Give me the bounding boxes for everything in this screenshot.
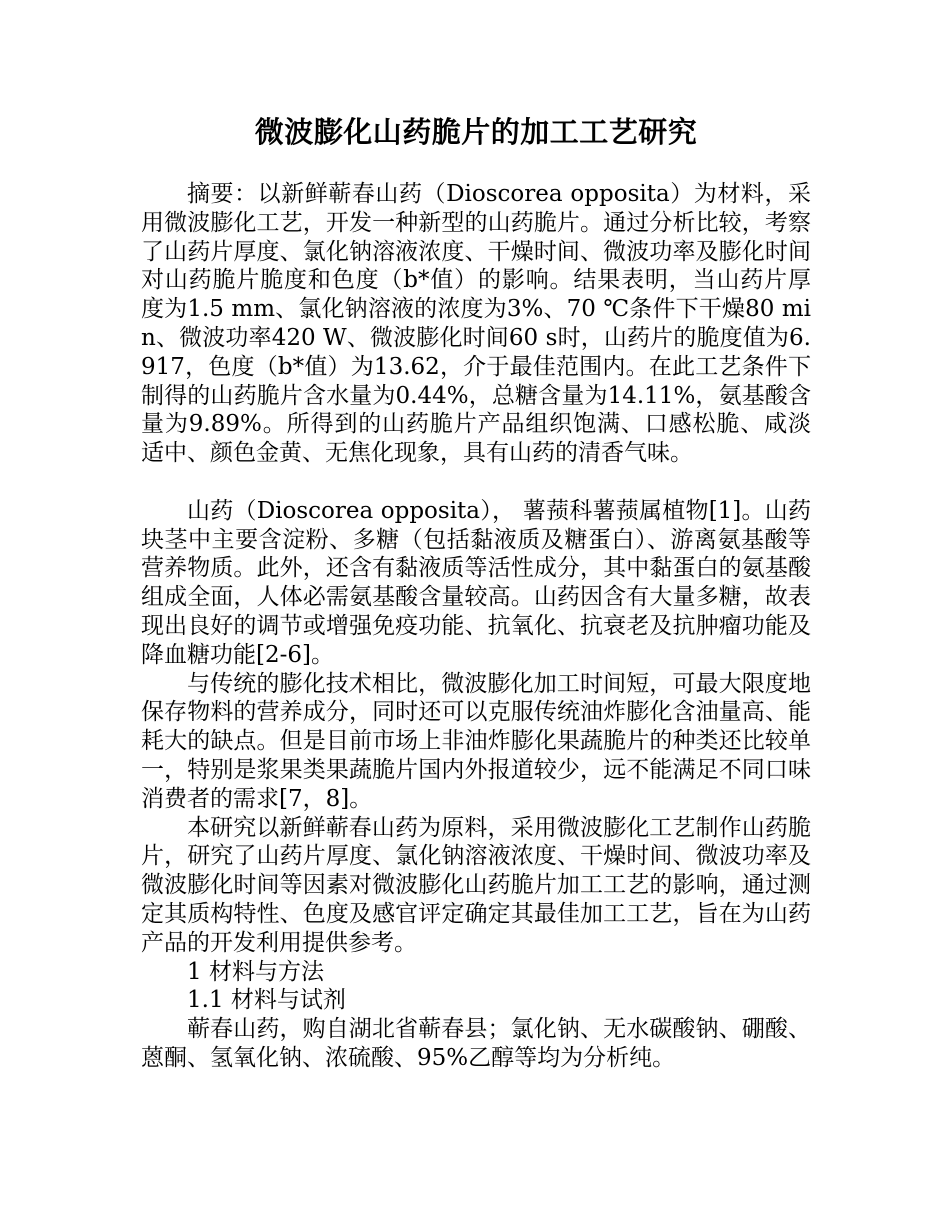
intro-paragraph-3: 本研究以新鲜蕲春山药为原料，采用微波膨化工艺制作山药脆片，研究了山药片厚度、氯化钠溶液浓度、干燥时间、微波功率及微波膨化时间等因素对微波膨化山药脆片加工工艺的影响，通过测定其质构特性、色度及感官评定确定其最佳加工工艺，旨在为山药产品的开发利用提供参考。 <box>141 814 811 956</box>
section-heading-1: 1 材料与方法 <box>187 958 324 985</box>
section-heading-1-1: 1.1 材料与试剂 <box>187 987 346 1014</box>
intro-paragraph-2: 与传统的膨化技术相比，微波膨化加工时间短，可最大限度地保存物料的营养成分，同时还可以克服传统油炸膨化含油量高、能耗大的缺点。但是目前市场上非油炸膨化果蔬脆片的种类还比较单一，特别是浆果类果蔬脆片国内外报道较少，远不能满足不同口味消费者的需求[7，8]。 <box>141 670 811 812</box>
intro-paragraph-1: 山药（Dioscorea opposita）， 薯蓣科薯蓣属植物[1]。山药块茎中主要含淀粉、多糖（包括黏液质及糖蛋白）、游离氨基酸等营养物质。此外，还含有黏液质等活性成分，其中黏蛋白的氨基酸组成全面，人体必需氨基酸含量较高。山药因含有大量多糖，故表现出良好的调节或增强免疫功能、抗氧化、抗衰老及抗肿瘤功能及降血糖功能[2-6]。 <box>141 497 811 668</box>
document-title: 微波膨化山药脆片的加工工艺研究 <box>254 115 698 149</box>
materials-paragraph: 蕲春山药，购自湖北省蕲春县；氯化钠、无水碳酸钠、硼酸、蒽酮、氢氧化钠、浓硫酸、95%乙醇等均为分析纯。 <box>141 1016 811 1071</box>
document-page <box>141 112 811 1073</box>
abstract-paragraph: 摘要：以新鲜蕲春山药（Dioscorea opposita）为材料，采用微波膨化工艺，开发一种新型的山药脆片。通过分析比较，考察了山药片厚度、氯化钠溶液浓度、干燥时间、微波功率及膨化时间对山药脆片脆度和色度（b*值）的影响。结果表明，当山药片厚度为1.5 mm、氯化钠溶液的浓度为3%、70 ℃条件下干燥80 min、微波功率420 W、微波膨化时间60 s时，山药片的脆度值为6.917，色度（b*值）为13.62，介于最佳范围内。在此工艺条件下制得的山药脆片含水量为0.44%，总糖含量为14.11%，氨基酸含量为9.89%。所得到的山药脆片产品组织饱满、口感松脆、咸淡适中、颜色金黄、无焦化现象，具有山药的清香气味。 <box>141 181 811 467</box>
